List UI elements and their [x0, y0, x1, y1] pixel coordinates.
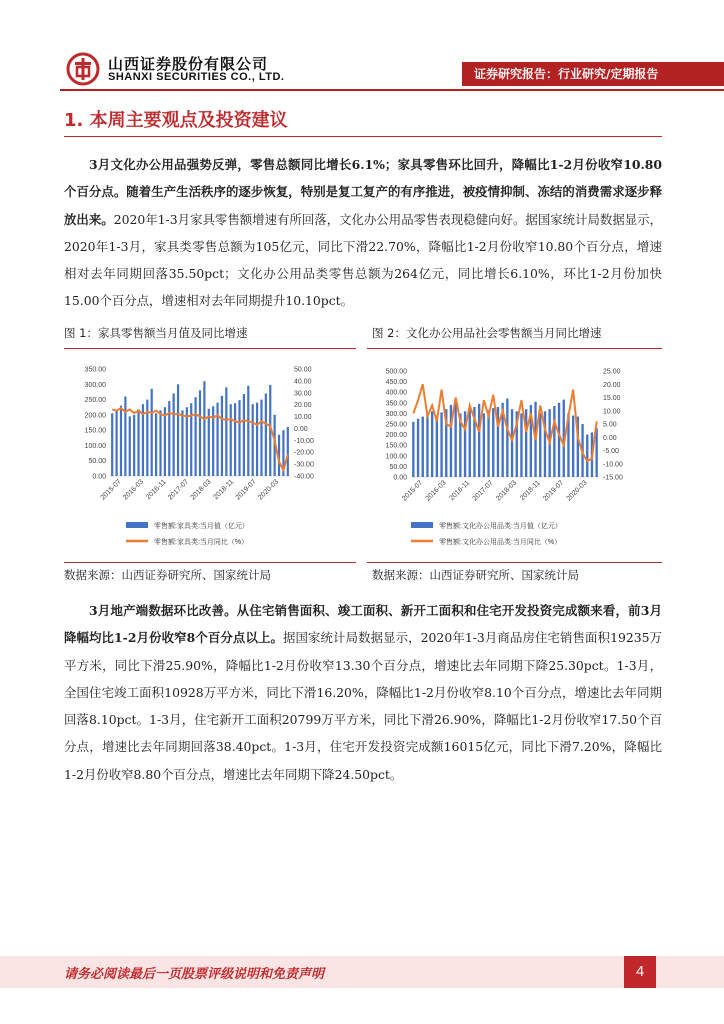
- x-tick-label: 2016-03: [424, 479, 448, 503]
- y-left-tick-label: 400.00: [385, 389, 407, 397]
- y-left-tick-label: 500.00: [385, 368, 407, 376]
- x-tick-label: 2016-03: [122, 478, 146, 502]
- bar-mark: [469, 409, 471, 477]
- bar-mark: [252, 404, 254, 476]
- y-right-tick-label: 15.00: [603, 395, 621, 402]
- bar-mark: [208, 409, 210, 476]
- x-tick-label: 2020-03: [565, 479, 589, 503]
- bar-mark: [115, 410, 117, 476]
- section-title: 1. 本周主要观点及投资建议: [64, 110, 288, 131]
- x-tick-label: 2016-11: [144, 478, 168, 502]
- y-right-tick-label: 0.00: [294, 425, 308, 433]
- bar-mark: [426, 413, 428, 477]
- bar-mark: [483, 413, 485, 477]
- x-tick-label: 2019-07: [234, 478, 258, 502]
- bar-mark: [155, 413, 157, 476]
- y-left-tick-label: 200.00: [84, 412, 106, 420]
- figure-1-source: 数据来源：山西证券研究所、国家统计局: [64, 568, 271, 582]
- y-right-tick-label: -10.00: [294, 437, 314, 445]
- bar-mark: [431, 411, 433, 477]
- bar-mark: [287, 427, 289, 476]
- y-right-tick-label: 10.00: [294, 414, 312, 422]
- paragraph-1: [64, 151, 662, 315]
- bar-mark: [177, 384, 179, 476]
- company-name-en: SHANXI SECURITIES CO., LTD.: [108, 71, 285, 83]
- y-right-tick-label: 20.00: [294, 402, 312, 410]
- bar-mark: [553, 406, 555, 477]
- figure-1: [64, 348, 356, 563]
- x-tick-label: 2018-03: [189, 478, 213, 502]
- y-right-tick-label: 10.00: [603, 408, 621, 416]
- y-right-tick-label: -20.00: [294, 449, 314, 457]
- y-left-tick-label: 200.00: [385, 432, 407, 440]
- x-tick-label: 2018-11: [212, 478, 236, 502]
- company-name-cn: 山西证券股份有限公司: [108, 55, 269, 73]
- bar-mark: [506, 399, 508, 477]
- y-left-tick-label: 350.00: [84, 366, 106, 374]
- bar-mark: [203, 381, 205, 476]
- y-left-tick-label: 300.00: [84, 381, 106, 389]
- y-right-tick-label: -15.00: [603, 474, 623, 482]
- legend-line-label: 零售额:文化办公用品类:当月同比（%）: [439, 539, 562, 546]
- bar-mark: [243, 394, 245, 476]
- y-right-tick-label: -5.00: [603, 448, 619, 455]
- y-left-tick-label: 150.00: [385, 442, 407, 450]
- bar-mark: [422, 417, 424, 477]
- y-left-tick-label: 250.00: [385, 421, 407, 429]
- bar-mark: [478, 404, 480, 477]
- bar-mark: [260, 400, 262, 476]
- bar-mark: [558, 403, 560, 477]
- bar-mark: [234, 403, 236, 476]
- figure-2: [367, 348, 662, 563]
- y-left-tick-label: 300.00: [385, 410, 407, 418]
- bar-mark: [511, 409, 513, 477]
- bar-mark: [199, 390, 201, 476]
- bar-mark: [225, 387, 227, 476]
- figure-1-chart: [64, 349, 356, 564]
- bar-mark: [539, 413, 541, 477]
- y-right-tick-label: 20.00: [603, 381, 621, 389]
- bar-mark: [440, 412, 442, 477]
- bar-mark: [216, 403, 218, 476]
- bar-mark: [173, 393, 175, 476]
- y-left-tick-label: 100.00: [385, 453, 407, 461]
- bar-mark: [151, 389, 153, 476]
- paragraph-2: [64, 597, 662, 788]
- legend-bar-swatch: [126, 522, 148, 528]
- x-tick-label: 2018-03: [495, 479, 519, 503]
- y-right-tick-label: 40.00: [294, 378, 312, 386]
- legend-bar-label: 零售额:文化办公用品类:当月值（亿元）: [439, 523, 562, 530]
- paragraph-2-body: 据国家统计局数据显示，2020年1-3月商品房住宅销售面积19235万平方米，同比下滑25.90%，降幅比1-2月份收窄13.30个百分点，增速比去年同期下降25.30pct。1-3月，全国住宅竣工面积10928万平方米，同比下滑16.20%，降幅比1-2月份收窄8.10个百分点，增速比去年同期回落8.10pct。1-3月，住宅新开工面积20799万平方米，同比下滑26.90%，降幅比1-2月份收窄17.50个百分点，增速比去年同期回落38.40pct。1-3月，住宅开发投资完成额16015亿元，同比下滑7.20%，降幅比1-2月份收窄8.80个百分点，增速比去年同期下降24.50pct。: [64, 630, 663, 782]
- bar-mark: [265, 393, 267, 476]
- y-left-tick-label: 0.00: [92, 473, 106, 481]
- bar-mark: [181, 410, 183, 476]
- y-right-tick-label: 25.00: [603, 368, 621, 376]
- bar-mark: [111, 413, 113, 476]
- legend-bar-label: 零售额:家具类:当月值（亿元）: [154, 523, 249, 530]
- y-left-tick-label: 150.00: [84, 427, 106, 435]
- bar-mark: [195, 397, 197, 476]
- legend-line-label: 零售额:家具类:当月同比（%）: [154, 539, 249, 546]
- legend-bar-swatch: [411, 522, 433, 528]
- figure-2-chart: [367, 349, 662, 564]
- y-left-tick-label: 450.00: [385, 379, 407, 387]
- bar-mark: [572, 416, 574, 477]
- page-header: [0, 0, 724, 95]
- y-right-tick-label: -40.00: [294, 473, 314, 481]
- bar-mark: [238, 400, 240, 476]
- x-tick-label: 2019-07: [542, 479, 566, 503]
- paragraph-1-body: 2020年1-3月家具零售额增速有所回落，文化办公用品零售表现稳健向好。据国家统计局数据显示，2020年1-3月，家具类零售总额为105亿元，同比下滑22.70%，降幅比1-2月份收窄10.80个百分点，增速相对去年同期回落35.50pct；文化办公用品类零售总额为264亿元，同比增长6.10%，环比1-2月份加快15.00个百分点，增速相对去年同期提升10.10pct。: [64, 211, 662, 309]
- x-tick-label: 2020-03: [257, 478, 281, 502]
- bar-mark: [230, 404, 232, 476]
- bar-mark: [129, 416, 131, 476]
- x-tick-label: 2017-07: [167, 478, 191, 502]
- paragraph-1-lead: 3月文化办公用品强势反弹，零售总额同比增长6.1%；家具零售环比回升，降幅比1-2月份收窄10.80个百分点。随着生产生活秩序的逐步恢复，特别是复工复产的有序推进，被疫情抑制、冻结的消费需求逐步释放出来。: [64, 157, 662, 227]
- bar-mark: [586, 435, 588, 477]
- bar-mark: [137, 409, 139, 476]
- footer-disclaimer[interactable]: 请务必阅读最后一页股票评级说明和免责声明: [64, 967, 325, 982]
- y-right-tick-label: 30.00: [294, 390, 312, 398]
- y-right-tick-label: 5.00: [603, 421, 617, 429]
- bar-mark: [436, 416, 438, 477]
- bar-mark: [417, 419, 419, 477]
- bar-mark: [247, 386, 249, 476]
- header-divider: [60, 89, 724, 91]
- bar-mark: [412, 422, 414, 477]
- bar-mark: [525, 409, 527, 477]
- page-number: 4: [624, 956, 656, 988]
- bar-mark: [159, 410, 161, 476]
- bar-mark: [124, 397, 126, 476]
- bar-mark: [120, 406, 122, 476]
- bar-mark: [164, 407, 166, 476]
- y-left-tick-label: 0.00: [393, 474, 407, 482]
- y-left-tick-label: 100.00: [84, 442, 106, 450]
- y-right-tick-label: -30.00: [294, 461, 314, 469]
- bar-mark: [520, 413, 522, 477]
- figure-2-source: 数据来源：山西证券研究所、国家统计局: [372, 568, 579, 582]
- bar-mark: [454, 401, 456, 477]
- bar-mark: [256, 403, 258, 476]
- paragraph-2-lead: 3月地产端数据环比改善。从住宅销售面积、竣工面积、新开工面积和住宅开发投资完成额来看，前3月降幅均比1-2月份收窄8个百分点以上。: [64, 603, 662, 646]
- bar-mark: [492, 408, 494, 477]
- report-type: 证券研究报告：行业研究/定期报告: [474, 67, 659, 81]
- y-left-tick-label: 250.00: [84, 397, 106, 405]
- x-tick-label: 2017-07: [471, 479, 495, 503]
- y-left-tick-label: 50.00: [88, 458, 106, 466]
- x-tick-label: 2015-07: [401, 479, 425, 503]
- section-divider: [64, 136, 662, 137]
- x-tick-label: 2016-11: [448, 479, 472, 503]
- bar-mark: [133, 415, 135, 476]
- x-tick-label: 2015-07: [99, 478, 123, 502]
- y-right-tick-label: -10.00: [603, 461, 623, 469]
- bar-mark: [487, 410, 489, 477]
- company-logo-icon: [66, 52, 100, 86]
- y-right-tick-label: 50.00: [294, 366, 312, 374]
- x-tick-label: 2018-11: [518, 479, 542, 503]
- y-right-tick-label: 0.00: [603, 434, 617, 442]
- y-left-tick-label: 350.00: [385, 400, 407, 408]
- bar-mark: [221, 396, 223, 476]
- figure-1-title: 图 1：家具零售额当月值及同比增速: [64, 326, 248, 340]
- figure-2-title: 图 2：文化办公用品社会零售额当月同比增速: [372, 326, 602, 340]
- y-left-tick-label: 50.00: [389, 463, 407, 471]
